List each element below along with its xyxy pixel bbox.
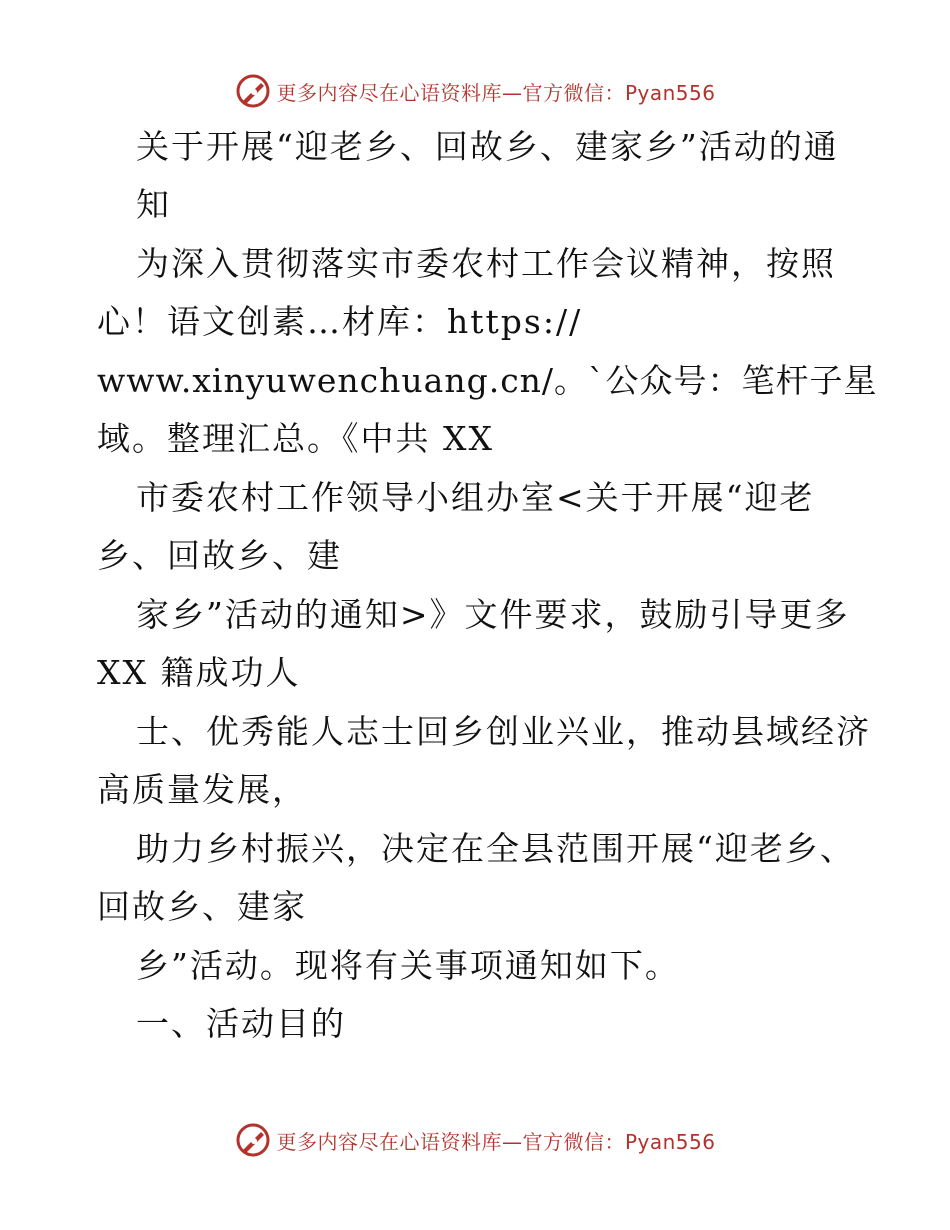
doc-paragraph-line: 为深入贯彻落实市委农村工作会议精神，按照: [136, 244, 836, 283]
doc-paragraph-line: 家乡”活动的通知>》文件要求，鼓励引导更多: [136, 595, 850, 634]
doc-paragraph-line: XX 籍成功人: [97, 653, 301, 692]
doc-paragraph-line: 心！语文创素…材库：https://: [97, 302, 583, 341]
doc-paragraph-line: www.xinyuwenchuang.cn/。`公众号：笔杆子星: [97, 361, 878, 400]
pen-circle-logo-icon: [234, 1121, 272, 1159]
doc-title-line-1: 关于开展“迎老乡、回故乡、建家乡”活动的通: [136, 127, 839, 166]
doc-paragraph-line: 市委农村工作领导小组办室<关于开展“迎老: [136, 478, 815, 517]
doc-paragraph-line: 士、优秀能人志士回乡创业兴业，推动县域经济: [136, 712, 871, 751]
doc-section-heading: 一、活动目的: [136, 1004, 346, 1043]
footer-watermark: [0, 1120, 950, 1160]
doc-paragraph-line: 乡、回故乡、建: [97, 536, 342, 575]
doc-paragraph-line: 助力乡村振兴，决定在全县范围开展“迎老乡、: [136, 829, 855, 868]
doc-paragraph-line: 高质量发展，: [97, 770, 307, 809]
header-watermark-text: 更多内容尽在心语资料库—官方微信：Pyan556: [276, 80, 716, 105]
doc-paragraph-line: 乡”活动。现将有关事项通知如下。: [136, 946, 680, 985]
footer-watermark-text: 更多内容尽在心语资料库—官方微信：Pyan556: [276, 1129, 716, 1154]
doc-paragraph-line: 域。整理汇总。《中共 XX: [97, 419, 494, 458]
doc-title-line-2: 知: [136, 185, 171, 224]
doc-paragraph-line: 回故乡、建家: [97, 887, 307, 926]
